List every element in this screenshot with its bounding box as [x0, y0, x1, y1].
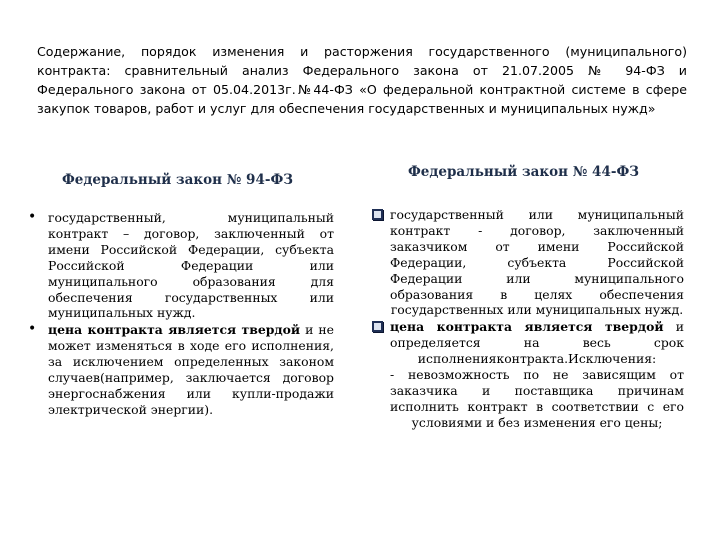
- list-item: [28, 210, 334, 321]
- bullet-dot-icon: •: [28, 321, 37, 338]
- list-item: [372, 319, 684, 430]
- left-column: [28, 210, 334, 418]
- list-item: [28, 322, 334, 417]
- checkbox-bullet-icon: [372, 321, 383, 332]
- list-item-text: [48, 322, 334, 417]
- list-item-exception-text: - невозможность по не зависящим от заказчика и поставщика причинам исполнить контракт в соответствии с его условиями и без изменения его цены;: [390, 367, 684, 430]
- list-item-bold-text: цена контракта является твердой: [48, 322, 301, 338]
- list-item-text: [390, 319, 684, 430]
- checkbox-bullet-icon: [372, 209, 383, 220]
- list-item-rest-text: и определяется на весь срок исполненияконтракта.Исключения:: [390, 319, 684, 367]
- slide-title: Содержание, порядок изменения и расторжения государственного (муниципального) контракта: сравнительный анализ Федерального закона от 21.07.2005 № 94-ФЗ и Федерального закона от 05.04.2013г.№44-ФЗ «О федеральной контрактной системе в сфере закупок товаров, работ и услуг для обеспечения государственных и муниципальных нужд»: [37, 44, 687, 116]
- list-item-text: государственный, муниципальный контракт – договор, заключенный от имени Российской Федерации, субъекта Российской Федерации или муниципального образования для обеспечения государственных или муниципальных нужд.: [48, 210, 334, 321]
- list-item-rest-text: и не может изменяться в ходе его исполнения, за исключением определенных законом случаев(например, заключается договор энергоснабжения или купли-продажи электрической энергии).: [48, 322, 335, 417]
- list-item: [372, 207, 684, 318]
- list-item-bold-text: цена контракта является твердой: [390, 319, 664, 335]
- right-column-heading: Федеральный закон № 44-ФЗ: [408, 164, 639, 180]
- right-column: [372, 207, 684, 431]
- bullet-dot-icon: •: [28, 209, 37, 225]
- left-column-heading: Федеральный закон № 94-ФЗ: [62, 172, 293, 188]
- list-item-text: государственный или муниципальный контракт - договор, заключенный заказчиком от имени Российской Федерации, субъекта Российской Федерации или муниципального образования в целях обеспечения государственных или муниципальных нужд.: [390, 207, 684, 318]
